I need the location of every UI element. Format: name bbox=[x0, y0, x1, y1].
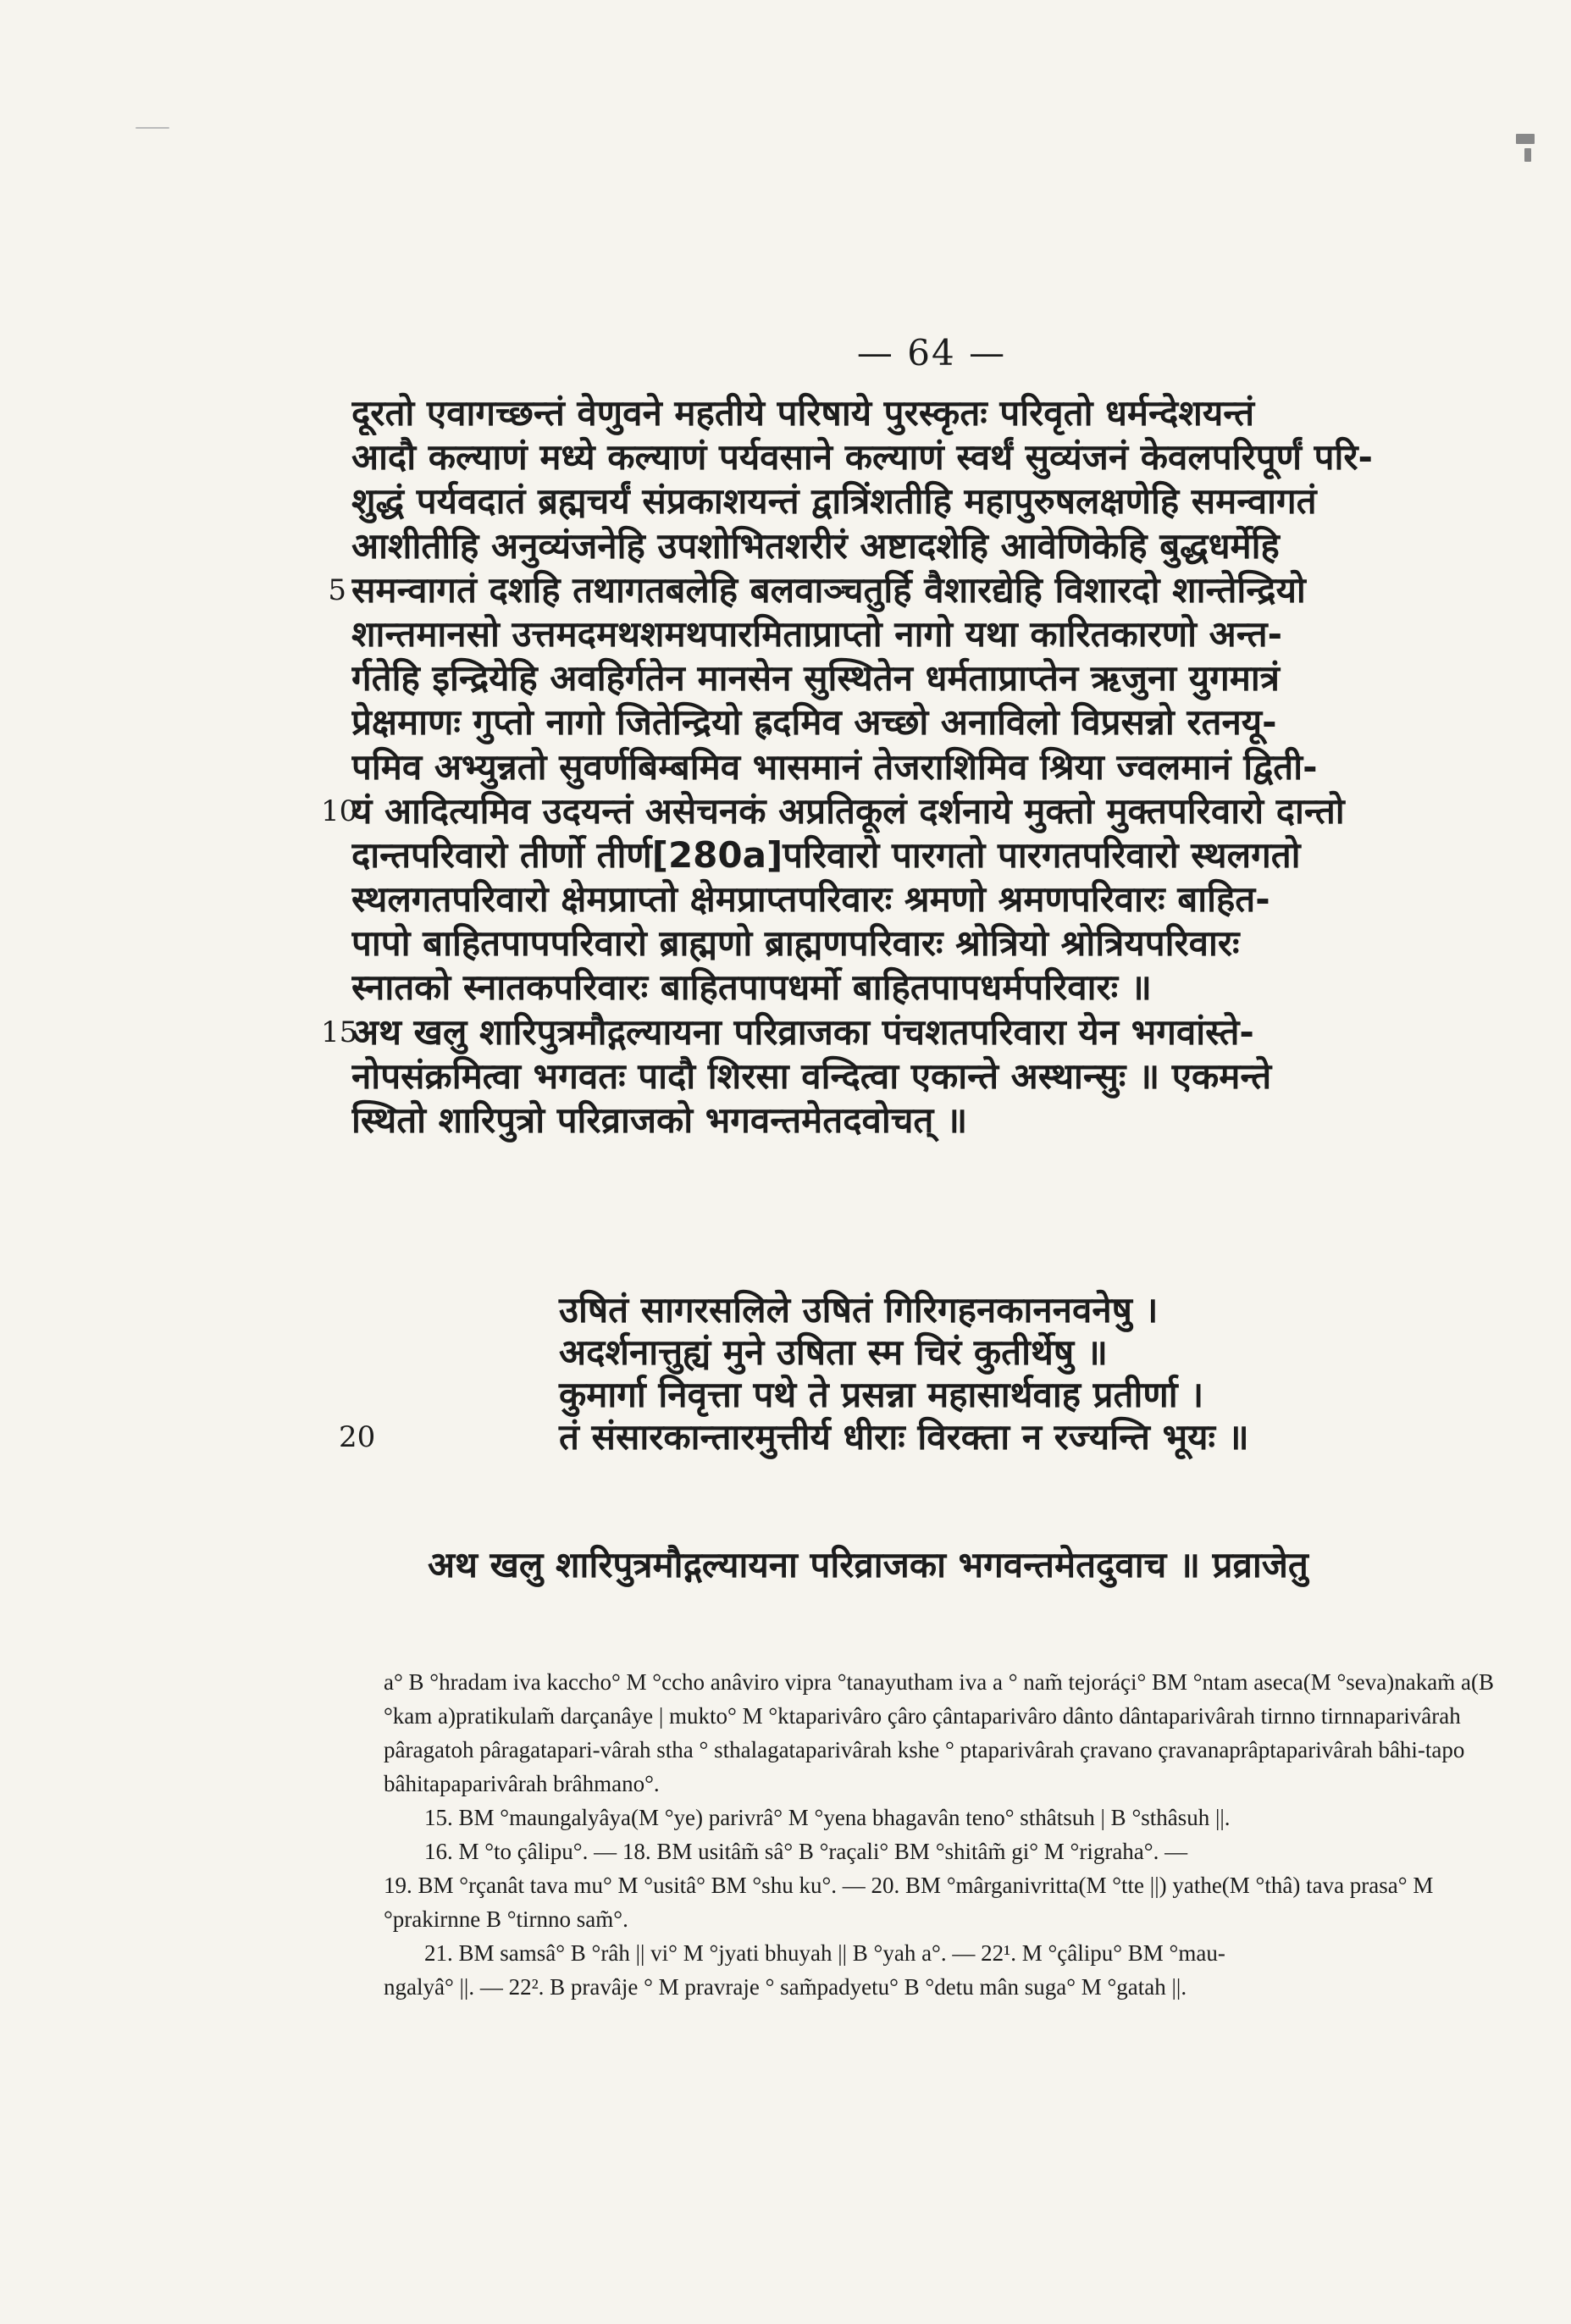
line-text: र्गतेहि इन्द्रियेहि अवहिर्गतेन मानसेन सुस्थितेन धर्मताप्राप्तेन ऋजुना युगमात्रं bbox=[351, 657, 1280, 700]
verse-line-number: 20 bbox=[339, 1420, 376, 1454]
line-number: 5 bbox=[328, 573, 346, 607]
line-text: पापो बाहितपापपरिवारो ब्राह्मणो ब्राह्मणपरिवारः श्रोत्रियो श्रोत्रियपरिवारः bbox=[351, 922, 1240, 965]
line-text: स्थलगतपरिवारो क्षेमप्राप्तो क्षेमप्राप्तपरिवारः श्रमणो श्रमणपरिवारः बाहित- bbox=[351, 878, 1270, 921]
scan-speck bbox=[1524, 148, 1531, 162]
text-line bbox=[351, 1054, 1503, 1098]
scan-speck bbox=[1516, 134, 1535, 144]
closing-line: अथ खलु शारिपुत्रमौद्गल्यायना परिव्राजका भगवन्तमेतदुवाच ॥ प्रव्राजेतु bbox=[428, 1544, 1308, 1585]
line-text: आदौ कल्याणं मध्ये कल्याणं पर्यवसाने कल्याणं स्वर्थं सुव्यंजनं केवलपरिपूर्णं परि- bbox=[351, 436, 1373, 479]
text-line bbox=[351, 966, 1503, 1010]
text-line bbox=[351, 656, 1503, 700]
text-line bbox=[351, 524, 1503, 568]
line-number: 15 bbox=[321, 1015, 358, 1049]
line-text: समन्वागतं दशहि तथागतबलेहि बलवाञ्चतुर्हि वैशारद्येहि विशारदो शान्तेन्द्रियो bbox=[351, 568, 1306, 611]
footnote: 21. BM samsâ° B °râh || vi° M °jyati bhuyah || B °yah a°. — 22¹. M °çâlipu° BM °mau- bbox=[424, 1940, 1225, 1966]
text-line bbox=[351, 833, 1503, 877]
verse-block bbox=[559, 1289, 1321, 1458]
text-line bbox=[328, 568, 1503, 612]
line-text: शुद्धं पर्यवदातं ब्रह्मचर्यं संप्रकाशयन्तं द्वात्रिंशतीहि महापुरुषलक्षणेहि समन्वागतं bbox=[351, 480, 1317, 523]
text-line bbox=[351, 921, 1503, 966]
text-line bbox=[351, 700, 1503, 744]
text-line bbox=[351, 745, 1503, 789]
line-text: स्थितो शारिपुत्रो परिव्राजको भगवन्तमेतदवोचत् ॥ bbox=[351, 1099, 968, 1141]
footnote: 16. M °to çâlipu°. — 18. BM usitâm̃ sâ° B °raçali° BM °shitâm̃ gi° M °rigraha°. — bbox=[424, 1839, 1188, 1864]
text-line bbox=[321, 1010, 1503, 1054]
text-line bbox=[351, 479, 1503, 523]
text-line bbox=[351, 435, 1503, 479]
main-sanskrit-text bbox=[321, 391, 1503, 1143]
line-text: यं आदित्यमिव उदयन्तं असेचनकं अप्रतिकूलं दर्शनाये मुक्तो मुक्तपरिवारो दान्तो bbox=[351, 789, 1345, 832]
text-line bbox=[351, 612, 1503, 656]
line-text: शान्तमानसो उत्तमदमथशमथपारमिताप्राप्तो नागो यथा कारितकारणो अन्त- bbox=[351, 612, 1283, 655]
line-number: 10 bbox=[321, 794, 358, 828]
text-line bbox=[351, 877, 1503, 921]
line-text: दान्तपरिवारो तीर्णो तीर्ण[280a]परिवारो पारगतो पारगतपरिवारो स्थलगतो bbox=[351, 833, 1301, 876]
line-text: स्नातको स्नातकपरिवारः बाहितपापधर्मो बाहितपापधर्मपरिवारः ॥ bbox=[351, 966, 1152, 1009]
verse-line: अदर्शनात्तुह्यं मुने उषिता स्म चिरं कुतीर्थेषु ॥ bbox=[559, 1331, 1108, 1373]
verse-line: उषितं सागरसलिले उषितं गिरिगहनकाननवनेषु । bbox=[559, 1289, 1159, 1331]
line-text: आशीतीहि अनुव्यंजनेहि उपशोभितशरीरं अष्टादशेहि आवेणिकेहि बुद्धधर्मेहि bbox=[351, 524, 1280, 567]
verse-line: कुमार्गा निवृत्ता पथे ते प्रसन्ना महासार्थवाह प्रतीर्णा । bbox=[559, 1374, 1204, 1415]
footnote: a° B °hradam iva kaccho° M °ccho anâviro vipra °tanayutham iva a ° nam̃ tejoráçi° BM °ntam aseca(M °seva)nakam̃ a(B °kam a)pratikulam̃ darçanâye | mukto° M °ktaparivâro çâro çântaparivâro dânto dântaparivârah tirnno tirnnaparivârah pâragatoh pâragatapari-vârah stha ° sthalagataparivârah kshe ° ptaparivârah çravano çravanaprâptaparivârah bâhi-tapo bâhitapaparivârah brâhmano°. bbox=[384, 1669, 1494, 1796]
line-text: नोपसंक्रमित्वा भगवतः पादौ शिरसा वन्दित्वा एकान्ते अस्थान्सुः ॥ एकमन्ते bbox=[351, 1054, 1272, 1097]
verse-line: तं संसारकान्तारमुत्तीर्य धीराः विरक्ता न रज्यन्ति भूयः ॥ bbox=[559, 1416, 1249, 1458]
scan-speck bbox=[136, 127, 169, 129]
footnotes bbox=[384, 1665, 1497, 2004]
line-text: दूरतो एवागच्छन्तं वेणुवने महतीये परिषाये पुरस्कृतः परिवृतो धर्मन्देशयन्तं bbox=[351, 392, 1255, 434]
page-number: — 64 — bbox=[856, 332, 1007, 374]
line-text: पमिव अभ्युन्नतो सुवर्णबिम्बमिव भासमानं तेजराशिमिव श्रिया ज्वलमानं द्विती- bbox=[351, 745, 1318, 788]
footnote: 19. BM °rçanât tava mu° M °usitâ° BM °shu ku°. — 20. BM °mârganivritta(M °tte ||) yathe(M °thâ) tava prasa° M °prakirnne B °tirnno sam̃°. bbox=[384, 1873, 1434, 1932]
text-line bbox=[351, 1098, 1503, 1143]
line-text: प्रेक्षमाणः गुप्तो नागो जितेन्द्रियो ह्रदमिव अच्छो अनाविलो विप्रसन्नो रतनयू- bbox=[351, 701, 1277, 744]
text-line bbox=[351, 391, 1503, 435]
footnote: 15. BM °maungalyâya(M °ye) parivrâ° M °yena bhagavân teno° sthâtsuh | B °sthâsuh ||. bbox=[424, 1805, 1231, 1830]
text-line bbox=[321, 789, 1503, 833]
footnote: ngalyâ° ||. — 22². B pravâje ° M pravraje ° sam̃padyetu° B °detu mân suga° M °gatah ||. bbox=[384, 1974, 1187, 2000]
line-text: अथ खलु शारिपुत्रमौद्गल्यायना परिव्राजका पंचशतपरिवारा येन भगवांस्ते- bbox=[351, 1010, 1254, 1053]
